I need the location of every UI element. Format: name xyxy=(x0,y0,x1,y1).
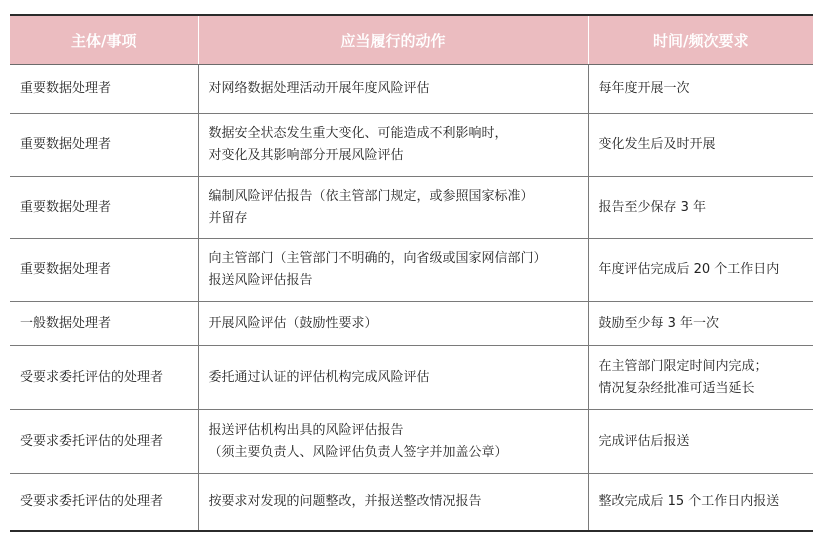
cell-subject: 受要求委托评估的处理者 xyxy=(10,346,198,410)
cell-timing xyxy=(588,302,813,346)
header-action: 应当履行的动作 xyxy=(198,15,588,65)
cell-timing xyxy=(588,65,813,114)
cell-subject: 重要数据处理者 xyxy=(10,239,198,302)
cell-timing-line: 完成评估后报送 xyxy=(598,433,690,449)
cell-timing-line: 在主管部门限定时间内完成； xyxy=(598,358,768,374)
table-row xyxy=(10,410,813,474)
obligations-table xyxy=(10,14,813,532)
cell-timing xyxy=(588,410,813,474)
table-row xyxy=(10,239,813,302)
cell-action-line: 按要求对发现的问题整改，并报送整改情况报告 xyxy=(208,494,482,509)
table-header xyxy=(10,15,813,65)
table-row xyxy=(10,177,813,239)
cell-action-line: 委托通过认证的评估机构完成风险评估 xyxy=(208,369,430,385)
cell-action-line: 报送评估机构出具的风险评估报告 xyxy=(208,422,404,438)
cell-action-line: 并留存 xyxy=(208,210,248,226)
table-row xyxy=(10,474,813,532)
header-subject: 主体/事项 xyxy=(10,15,198,65)
cell-action-line: （须主要负责人、风险评估负责人签字并加盖公章） xyxy=(208,444,508,460)
table-row xyxy=(10,65,813,114)
cell-action-line: 对变化及其影响部分开展风险评估 xyxy=(208,148,404,163)
cell-action-line: 数据安全状态发生重大变化、可能造成不利影响时， xyxy=(208,126,508,141)
cell-timing-line: 报告至少保存 3 年 xyxy=(598,199,707,215)
cell-action xyxy=(198,239,588,302)
cell-subject: 受要求委托评估的处理者 xyxy=(10,410,198,474)
table-row xyxy=(10,114,813,177)
cell-timing xyxy=(588,114,813,177)
cell-action xyxy=(198,346,588,410)
cell-action xyxy=(198,474,588,532)
cell-subject: 一般数据处理者 xyxy=(10,302,198,346)
cell-action xyxy=(198,114,588,177)
cell-action xyxy=(198,65,588,114)
cell-timing-line: 情况复杂经批准可适当延长 xyxy=(598,380,755,396)
obligations-table-container xyxy=(10,14,813,532)
cell-timing-line: 年度评估完成后 20 个工作日内 xyxy=(598,262,780,277)
table-body xyxy=(10,65,813,532)
cell-subject: 受要求委托评估的处理者 xyxy=(10,474,198,532)
cell-subject: 重要数据处理者 xyxy=(10,65,198,114)
cell-action xyxy=(198,302,588,346)
cell-subject: 重要数据处理者 xyxy=(10,177,198,239)
cell-timing-line: 每年度开展一次 xyxy=(598,81,690,96)
cell-timing xyxy=(588,474,813,532)
cell-timing-line: 变化发生后及时开展 xyxy=(598,137,716,152)
cell-action-line: 向主管部门（主管部门不明确的，向省级或国家网信部门） xyxy=(208,251,547,266)
table-row xyxy=(10,302,813,346)
table-row xyxy=(10,346,813,410)
cell-action-line: 编制风险评估报告（依主管部门规定，或参照国家标准） xyxy=(208,188,534,204)
cell-timing-line: 鼓励至少每 3 年一次 xyxy=(598,315,720,331)
cell-timing xyxy=(588,346,813,410)
cell-subject: 重要数据处理者 xyxy=(10,114,198,177)
header-row xyxy=(10,15,813,65)
cell-action-line: 报送风险评估报告 xyxy=(208,273,313,288)
cell-action xyxy=(198,177,588,239)
cell-timing xyxy=(588,177,813,239)
cell-timing xyxy=(588,239,813,302)
header-timing: 时间/频次要求 xyxy=(588,15,813,65)
cell-action-line: 对网络数据处理活动开展年度风险评估 xyxy=(208,81,430,96)
cell-action xyxy=(198,410,588,474)
cell-action-line: 开展风险评估（鼓励性要求） xyxy=(208,315,378,331)
cell-timing-line: 整改完成后 15 个工作日内报送 xyxy=(598,494,780,509)
